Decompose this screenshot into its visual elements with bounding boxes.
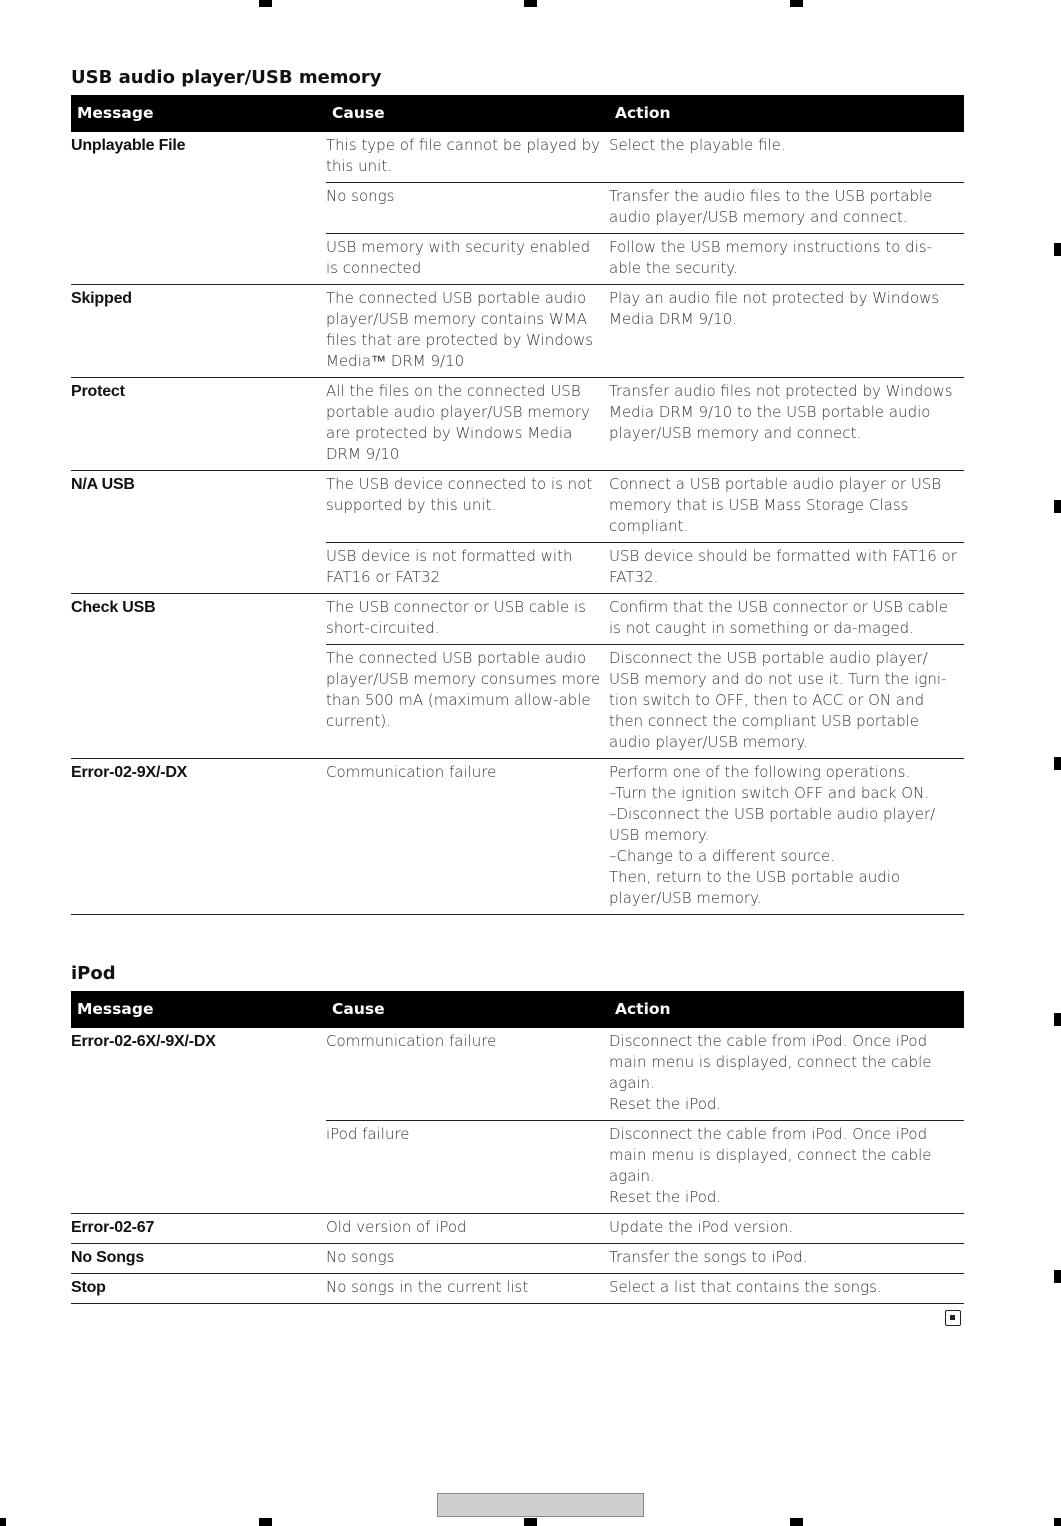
message-cell [71,645,326,759]
action-cell: Perform one of the following operations. –Turn the ignition switch OFF and back ON. –Disconnect the USB portable audio player/ USB memory. –Change to a different source. Then, return to the USB portable audio player/USB memory. [609,759,964,915]
cause-cell: Communication failure [326,1032,497,1050]
cause-cell: No songs [326,183,609,234]
crop-mark [1054,757,1061,770]
error-table [71,991,964,1304]
message-cell: N/A USB [71,471,326,543]
message-cell: Skipped [71,285,326,378]
message-cell: Error-02-6X/-9X/-DX [71,1033,216,1050]
table-row [71,543,964,594]
crop-mark [524,1518,537,1526]
header-cause: Cause [326,95,609,132]
table-row [71,1121,964,1214]
table-row [71,183,964,234]
action-cell: USB device should be formatted with FAT16 or FAT32. [609,543,964,594]
message-cell [71,183,326,234]
message-cell: Error-02-9X/-DX [71,759,326,915]
table-row [71,285,964,378]
action-cell: Connect a USB portable audio player or USB memory that is USB Mass Storage Class compliant. [609,471,964,543]
action-cell: Update the iPod version. [609,1214,964,1244]
cause-cell: USB device is not formatted with FAT16 or FAT32 [326,543,609,594]
table-row [71,1028,964,1121]
section-title: USB audio player/USB memory [71,67,382,88]
cause-cell: USB memory with security enabled is connected [326,234,609,285]
cause-cell: No songs [326,1244,609,1274]
action-cell: Transfer the songs to iPod. [609,1244,964,1274]
message-cell [71,234,326,285]
action-cell: Transfer audio files not protected by Windows Media DRM 9/10 to the USB portable audio player/USB memory and connect. [609,378,964,471]
action-cell: Disconnect the cable from iPod. Once iPod main menu is displayed, connect the cable again. Reset the iPod. [609,1032,932,1113]
message-cell [71,1121,326,1214]
table-row [71,471,964,543]
table-row [71,132,964,183]
action-cell: Confirm that the USB connector or USB cable is not caught in something or da-maged. [609,594,964,645]
table-row [71,378,964,471]
crop-mark [524,0,537,7]
action-cell: Select a list that contains the songs. [609,1274,964,1304]
cause-cell: The USB connector or USB cable is short-circuited. [326,594,609,645]
cause-cell: All the files on the connected USB portable audio player/USB memory are protected by Windows Media DRM 9/10 [326,378,609,471]
message-cell: No Songs [71,1244,326,1274]
message-cell: Error-02-67 [71,1214,326,1244]
cause-cell: The USB device connected to is not supported by this unit. [326,471,609,543]
cause-cell: No songs in the current list [326,1274,609,1304]
header-action: Action [609,991,964,1028]
action-cell: Disconnect the USB portable audio player/ USB memory and do not use it. Turn the igni-tion switch to OFF, then to ACC or ON and then connect the compliant USB portable audio player/USB memory. [609,645,964,759]
error-table [71,95,964,915]
crop-mark [259,1518,272,1526]
crop-mark [1054,1270,1061,1283]
action-cell: Transfer the audio files to the USB portable audio player/USB memory and connect. [609,183,964,234]
cause-cell: iPod failure [326,1121,609,1214]
message-cell: Check USB [71,594,326,645]
table-header [71,95,964,132]
table-row [71,645,964,759]
message-cell: Stop [71,1274,326,1304]
page-number-box [437,1493,644,1517]
crop-mark [1054,500,1061,513]
end-of-section-icon [945,1310,961,1326]
cause-cell: The connected USB portable audio player/USB memory consumes more than 500 mA (maximum allow-able current). [326,645,609,759]
header-message: Message [71,95,326,132]
table-row [71,594,964,645]
section-title: iPod [71,963,116,984]
action-cell: Disconnect the cable from iPod. Once iPod main menu is displayed, connect the cable again. Reset the iPod. [609,1121,964,1214]
header-action: Action [609,95,964,132]
header-message: Message [71,991,326,1028]
action-cell: Select the playable file. [609,136,786,154]
cause-cell: Old version of iPod [326,1214,609,1244]
crop-mark [1054,1518,1061,1526]
cause-cell: This type of file cannot be played by this unit. [326,136,601,175]
header-cause: Cause [326,991,609,1028]
crop-mark [790,1518,803,1526]
crop-mark [0,1518,6,1526]
crop-mark [259,0,272,7]
crop-mark [1054,1013,1061,1026]
crop-mark [790,0,803,7]
table-row [71,759,964,915]
table-row [71,1214,964,1244]
action-cell: Play an audio file not protected by Windows Media DRM 9/10. [609,285,964,378]
cause-cell: Communication failure [326,759,609,915]
cause-cell: The connected USB portable audio player/USB memory contains WMA files that are protected by Windows Media™ DRM 9/10 [326,285,609,378]
table-header [71,991,964,1028]
action-cell: Follow the USB memory instructions to dis-able the security. [609,234,964,285]
table-row [71,1244,964,1274]
message-cell [71,543,326,594]
message-cell: Protect [71,378,326,471]
crop-mark [1054,243,1061,256]
table-row [71,234,964,285]
table-row [71,1274,964,1304]
message-cell: Unplayable File [71,137,186,154]
